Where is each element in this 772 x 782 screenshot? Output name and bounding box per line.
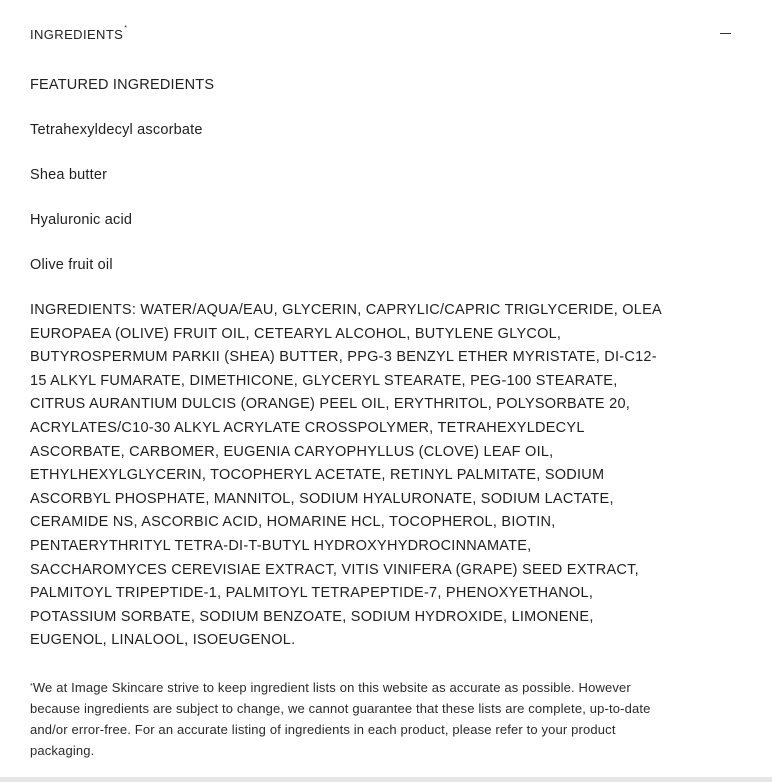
ingredients-accordion-header[interactable] [30,24,742,44]
accordion-title-text: INGREDIENTS [30,26,124,42]
asterisk-marker: * [124,24,128,32]
disclaimer-asterisk: * [30,682,33,690]
bottom-divider [0,777,772,782]
full-ingredients-list: INGREDIENTS: WATER/AQUA/EAU, GLYCERIN, CAPRYLIC/CAPRIC TRIGLYCERIDE, OLEA EUROPAEA (OLIVE) FRUIT OIL, CETEARYL ALCOHOL, BUTYLENE GLYCOL, BUTYROSPERMUM PARKII (SHEA) BUTTER, PPG-3 BENZYL ETHER MYRISTATE, DI-C12-15 ALKYL FUMARATE, DIMETHICONE, GLYCERYL STEARATE, PEG-100 STEARATE, CITRUS AURANTIUM DULCIS (ORANGE) PEEL OIL, ERYTHRITOL, POLYSORBATE 20, ACRYLATES/C10-30 ALKYL ACRYLATE CROSSPOLYMER, TETRAHEXYLDECYL ASCORBATE, CARBOMER, EUGENIA CARYOPHYLLUS (CLOVE) LEAF OIL, ETHYLHEXYLGLYCERIN, TOCOPHERYL ACETATE, RETINYL PALMITATE, SODIUM ASCORBYL PHOSPHATE, MANNITOL, SODIUM HYALURONATE, SODIUM LACTATE, CERAMIDE NS, ASCORBIC ACID, HOMARINE HCL, TOCOPHEROL, BIOTIN, PENTAERYTHRITYL TETRA-DI-T-BUTYL HYDROXYHYDROCINNAMATE, SACCHAROMYCES CEREVISIAE EXTRACT, VITIS VINIFERA (GRAPE) SEED EXTRACT, PALMITOYL TRIPEPTIDE-1, PALMITOYL TETRAPEPTIDE-7, PHENOXYETHANOL, POTASSIUM SORBATE, SODIUM BENZOATE, SODIUM HYDROXIDE, LIMONENE, EUGENOL, LINALOOL, ISOEUGENOL. [30,302,662,649]
accordion-title [30,24,128,42]
featured-ingredient-item: Hyaluronic acid [30,212,133,228]
ingredients-panel [30,74,670,761]
featured-ingredients-heading: FEATURED INGREDIENTS [30,77,215,93]
featured-ingredient-item: Shea butter [30,167,108,183]
disclaimer-text: We at Image Skincare strive to keep ingredient lists on this website as accurate as possible. However because ingredients are subject to change, we cannot guarantee that these lists are complete, up-to-date and/or error-free. For an accurate listing of ingredients in each product, please refer to your product packaging. [30,679,651,758]
ingredients-disclaimer [30,677,662,761]
featured-ingredient-item: Tetrahexyldecyl ascorbate [30,122,203,138]
featured-ingredient-item: Olive fruit oil [30,257,113,273]
featured-ingredients-list [30,119,670,276]
minus-icon[interactable] [720,28,732,40]
